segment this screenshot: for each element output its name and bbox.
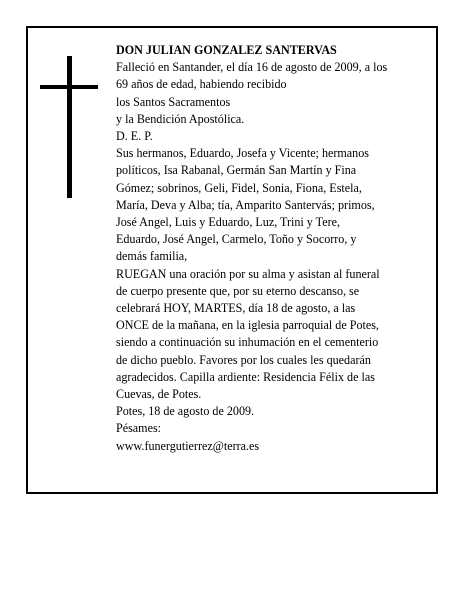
request-line: ONCE de la mañana, en la iglesia parroquial de Potes, xyxy=(116,318,379,333)
family-line: María, Deva y Alba; tía, Amparito Santervás; primos, xyxy=(116,197,375,212)
request-line: agradecidos. Capilla ardiente: Residencia Félix de las xyxy=(116,369,375,384)
cross-icon xyxy=(40,56,98,198)
request-line: de cuerpo presente que, por su eterno descanso, se xyxy=(116,283,360,298)
request-line: siendo a continuación su inhumación en el cementerio xyxy=(116,335,379,350)
request-line: de dicho pueblo. Favores por los cuales les quedarán xyxy=(116,352,371,367)
condolences-email: www.funergutierrez@terra.es xyxy=(116,438,260,453)
family-line: Sus hermanos, Eduardo, Josefa y Vicente; hermanos xyxy=(116,146,369,161)
request-line: RUEGAN una oración por su alma y asistan al funeral xyxy=(116,266,380,281)
family-line: Eduardo, José Angel, Carmelo, Toño y Socorro, y xyxy=(116,232,357,247)
dep-line: D. E. P. xyxy=(116,129,153,144)
family-line: demás familia, xyxy=(116,249,188,264)
request-line: Cuevas, de Potes. xyxy=(116,387,202,402)
cross-horizontal-bar xyxy=(40,85,98,89)
notice-text xyxy=(116,42,434,455)
cross-vertical-bar xyxy=(67,56,72,198)
obituary-notice xyxy=(26,26,438,494)
death-line: Falleció en Santander, el día 16 de agosto de 2009, a los xyxy=(116,60,388,75)
blessing-line: y la Bendición Apostólica. xyxy=(116,111,245,126)
family-line: políticos, Isa Rabanal, Germán San Martín y Fina xyxy=(116,163,357,178)
request-line: celebrará HOY, MARTES, día 18 de agosto, a las xyxy=(116,301,356,316)
death-line: 69 años de edad, habiendo recibido xyxy=(116,77,287,92)
family-line: Gómez; sobrinos, Geli, Fidel, Sonia, Fiona, Estela, xyxy=(116,180,362,195)
sacraments-line: los Santos Sacramentos xyxy=(116,94,231,109)
family-line: José Angel, Luis y Eduardo, Luz, Trini y Tere, xyxy=(116,215,340,230)
place-date: Potes, 18 de agosto de 2009. xyxy=(116,404,255,419)
condolences-label: Pésames: xyxy=(116,421,162,436)
deceased-name: DON JULIAN GONZALEZ SANTERVAS xyxy=(116,43,337,57)
